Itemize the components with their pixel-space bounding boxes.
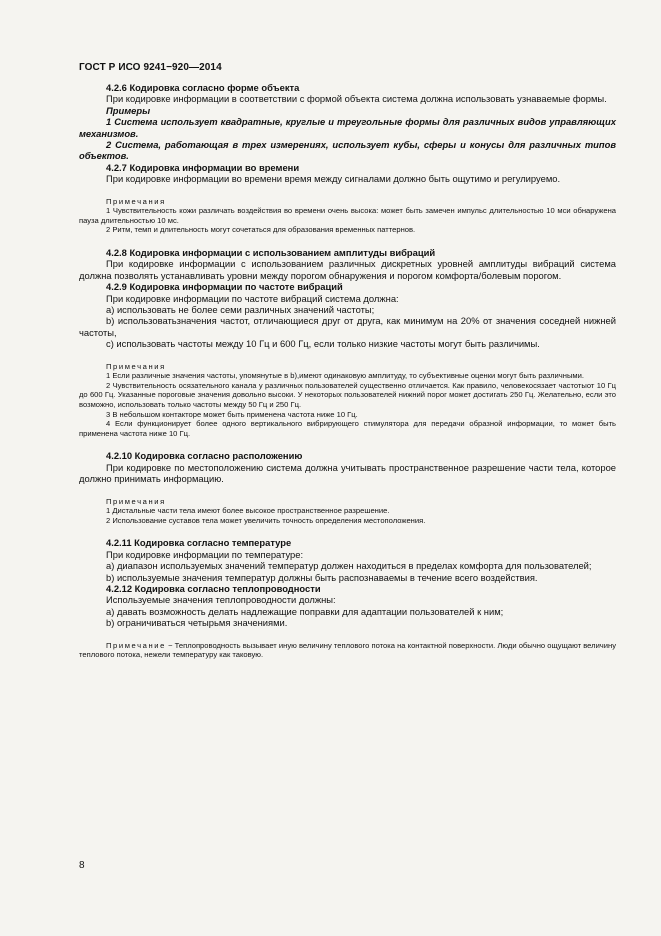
list-item-c: c) использовать частоты между 10 Гц и 600 Гц, если только низкие частоты могут быть различимы. [106, 338, 540, 350]
section-4-2-9-heading: 4.2.9 Кодировка информации по частоте вибраций [106, 281, 343, 293]
note-item: 2 Чувствительность осязательного канала у различных пользователей существенно отличается. Как правило, человекосязает частотыот 10 Гц до 600 Гц. Указанные пороговые значения довольно высоки. У некоторых пользователей нижний порог может достигать 250 Гц. Желательно, если это возможно, использовать только частоты между 50 Гц и 250 Гц. [79, 380, 616, 410]
note-text: − Теплопроводность вызывает иную величину теплового потока на контактной поверхности. Люди обычно ощущают величину теплового потока, нежели температуру как таковую. [79, 640, 616, 660]
example-2: 2 Система, работающая в трех измерениях, использует кубы, сферы и конусы для различных типов объектов. [79, 139, 616, 162]
section-4-2-8-heading: 4.2.8 Кодировка информации с использованием амплитуды вибраций [106, 247, 436, 259]
section-4-2-10-heading: 4.2.10 Кодировка согласно расположению [106, 450, 303, 462]
section-4-2-11-intro: При кодировке информации по температуре: [106, 548, 304, 560]
note-item: 3 В небольшом контакторе может быть применена частота ниже 10 Гц. [106, 409, 358, 419]
notes-4-2-9 [79, 362, 616, 439]
note-item: 1 Чувствительность кожи различать воздействия во времени очень высока: может быть замечен импульс длительностью 10 мси обнаружена пауза длительностью 10 мс. [79, 206, 616, 225]
note-item [79, 641, 616, 660]
list-item-a: а) диапазон используемых значений температур должен находиться в пределах комфорта для пользователей; [106, 560, 592, 572]
section-4-2-11-heading: 4.2.11 Кодировка согласно температуре [106, 537, 292, 549]
section-4-2-9-intro: При кодировке информации по частоте вибраций система должна: [106, 292, 399, 304]
notes-4-2-7 [79, 197, 616, 235]
note-item: 2 Ритм, темп и длительность могут сочетаться для образования временных паттернов. [106, 225, 416, 235]
section-4-2-7-heading: 4.2.7 Кодировка информации во времени [106, 161, 300, 173]
section-4-2-6-text: При кодировке информации в соответствии с формой объекта система должна использовать узнаваемые формы. [106, 93, 607, 105]
examples-label: Примеры [106, 104, 151, 116]
list-item-a: а) давать возможность делать надлежащие поправки для адаптации пользователей к ним; [106, 605, 504, 617]
document-header: ГОСТ Р ИСО 9241−920—2014 [79, 62, 222, 73]
page-number: 8 [79, 860, 85, 871]
document-body [79, 82, 616, 660]
section-4-2-7-text: При кодировке информации во времени время между сигналами должно быть ощутимо и регулируемо. [106, 173, 561, 185]
note-item: 1 Дистальные части тела имеют более высокое пространственное разрешение. [106, 506, 390, 516]
notes-label: Примечания [106, 496, 166, 506]
section-4-2-10-text: При кодировке по местоположению система должна учитывать пространственное разрешение части тела, которое должно принимать информацию. [79, 461, 616, 485]
notes-4-2-10 [79, 497, 616, 526]
note-label: Примечание [106, 640, 166, 650]
list-item-b: b) использоватьзначения частот, отличающиеся друг от друга, как минимум на 20% от значения соседней нижней частоты, [79, 315, 616, 338]
list-item-b: b) ограничиваться четырьмя значениями. [106, 617, 288, 629]
list-item-a: а) использовать не более семи различных значений частоты; [106, 304, 375, 316]
section-4-2-6-heading: 4.2.6 Кодировка согласно форме объекта [106, 82, 300, 93]
section-4-2-12-heading: 4.2.12 Кодировка согласно теплопроводности [106, 583, 321, 595]
note-item: 2 Использование суставов тела может увеличить точность определения местоположения. [106, 515, 426, 525]
notes-label: Примечания [106, 361, 166, 371]
note-item: 4 Если функционирует более одного вертикального вибрирующего стимулятора для передачи образной информации, то может быть применена частота ниже 10 Гц. [79, 419, 616, 438]
notes-label: Примечания [106, 196, 166, 206]
section-4-2-8-text: При кодировке информации с использованием различных дискретных уровней амплитуды вибраций система должна позволять устанавливать уровни между порогом обнаружения и порогом комфорта/болевым порогом. [79, 258, 616, 281]
example-1: 1 Система использует квадратные, круглые и треугольные формы для различных видов управляющих механизмов. [79, 116, 616, 139]
list-item-b: b) используемые значения температур должны быть распознаваемы в течение всего воздействия. [106, 571, 538, 583]
note-4-2-12 [79, 641, 616, 660]
section-4-2-12-intro: Используемые значения теплопроводности должны: [106, 594, 336, 606]
note-item: 1 Если различные значения частоты, упомянутые в b),имеют одинаковую амплитуду, то субъективные оценки могут быть различными. [106, 371, 584, 381]
